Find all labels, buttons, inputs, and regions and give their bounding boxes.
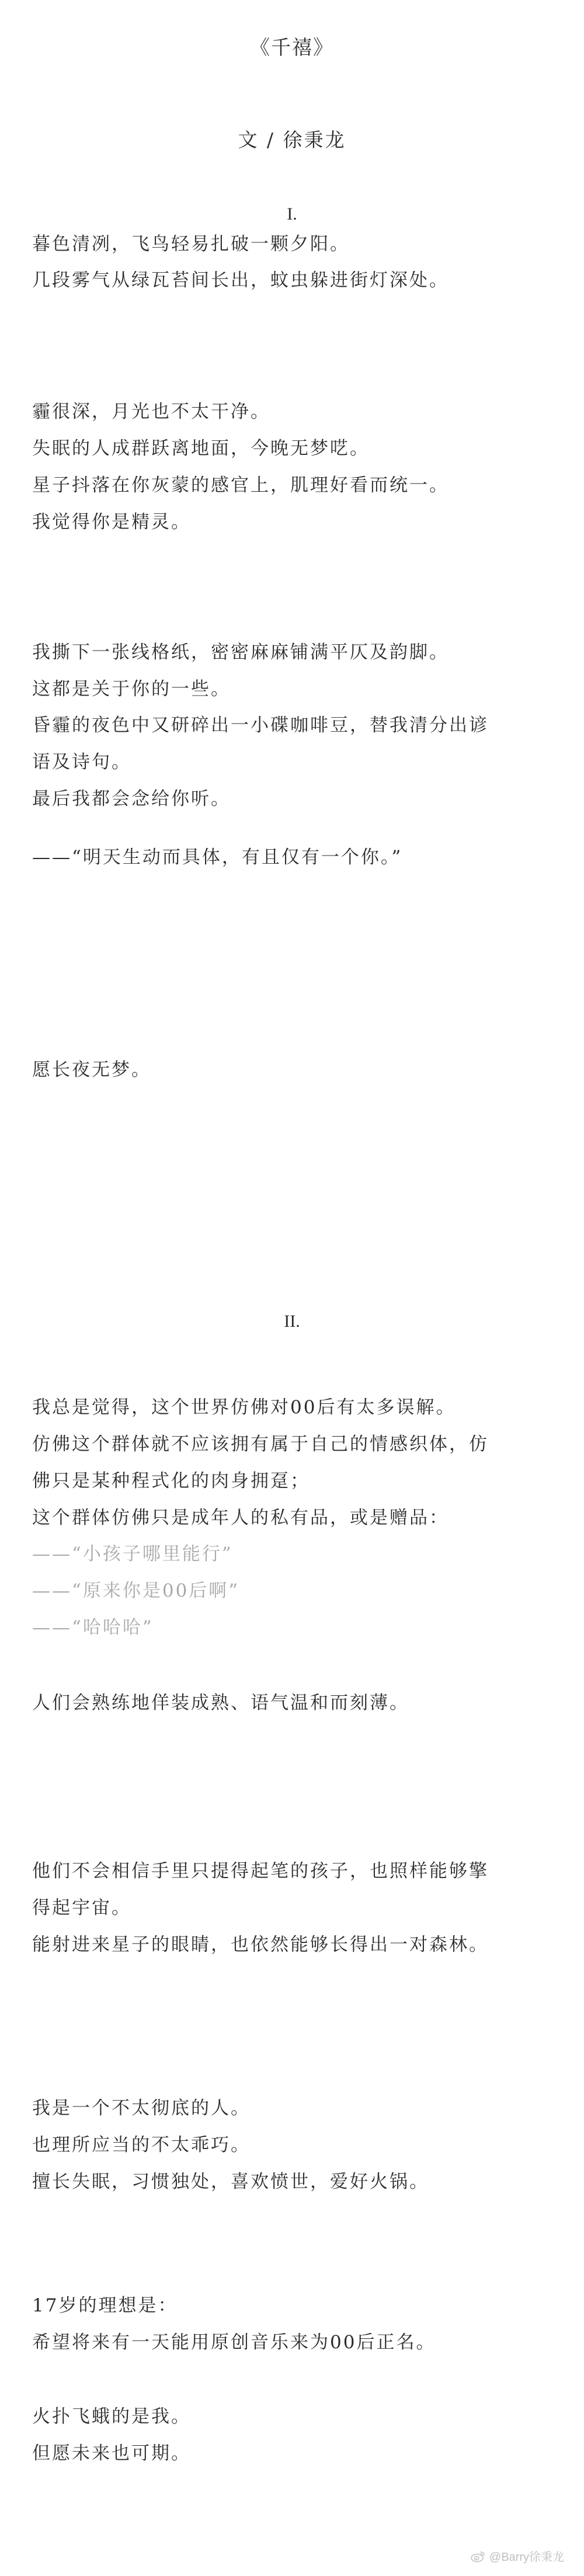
poem-line: 星子抖落在你灰蒙的感官上，肌理好看而统一。: [32, 475, 449, 496]
poem-line: 他们不会相信手里只提得起笔的孩子，也照样能够擎: [32, 1861, 489, 1882]
section-number-2: II.: [284, 1312, 300, 1331]
poem-line: 但愿未来也可期。: [32, 2443, 191, 2464]
poem-line: 这都是关于你的一些。: [32, 679, 231, 700]
poem-line: 我总是觉得，这个世界仿佛对00后有太多误解。: [32, 1397, 456, 1418]
poem-line: 霾很深，月光也不太干净。: [32, 401, 270, 422]
poem-line: 希望将来有一天能用原创音乐来为00后正名。: [32, 2332, 436, 2353]
watermark-text: @Barry徐秉龙: [489, 2551, 564, 2564]
weibo-watermark: [471, 2547, 564, 2564]
poem-title: 《千禧》: [250, 36, 334, 60]
poem-line: 愿长夜无梦。: [32, 1059, 151, 1080]
poem-line: 我撕下一张线格纸，密密麻麻铺满平仄及韵脚。: [32, 642, 449, 663]
poem-line: 暮色清冽，飞鸟轻易扎破一颗夕阳。: [32, 234, 350, 255]
poem-quote-grey: ——“哈哈哈”: [32, 1617, 154, 1638]
poem-line: 这个群体仿佛只是成年人的私有品，或是赠品：: [32, 1507, 449, 1528]
weibo-icon: [471, 2550, 486, 2563]
poem-quote-grey: ——“小孩子哪里能行”: [32, 1543, 233, 1565]
poem-line: 最后我都会念给你听。: [32, 788, 231, 809]
poem-line: 得起宇宙。: [32, 1897, 131, 1918]
poem-line: 昏霾的夜色中又研碎出一小碟咖啡豆，替我清分出谚: [32, 715, 489, 736]
poem-line: 几段雾气从绿瓦苔间长出，蚊虫躲进街灯深处。: [32, 270, 449, 291]
poem-author: 文 / 徐秉龙: [238, 128, 346, 151]
poem-line: 人们会熟练地佯装成熟、语气温和而刻薄。: [32, 1692, 409, 1713]
poem-line: 失眠的人成群跃离地面，今晚无梦呓。: [32, 438, 370, 459]
poem-line: 我觉得你是精灵。: [32, 512, 191, 533]
section-number-1: I.: [287, 204, 297, 224]
poem-quote-grey: ——“原来你是00后啊”: [32, 1580, 240, 1601]
poem-line: 也理所应当的不太乖巧。: [32, 2135, 251, 2156]
poem-line: 仿佛这个群体就不应该拥有属于自己的情感织体，仿: [32, 1434, 489, 1455]
poem-line: 语及诗句。: [32, 752, 131, 773]
poem-quote: ——“明天生动而具体，有且仅有一个你。”: [32, 847, 403, 868]
poem-line: 能射进来星子的眼睛，也依然能够长得出一对森林。: [32, 1934, 489, 1955]
poem-line: 我是一个不太彻底的人。: [32, 2098, 251, 2119]
poem-line: 火扑飞蛾的是我。: [32, 2406, 191, 2427]
poem-line: 佛只是某种程式化的肉身拥趸；: [32, 1470, 310, 1492]
poem-line: 17岁的理想是：: [32, 2295, 178, 2316]
poem-line: 擅长失眠，习惯独处，喜欢愤世，爱好火锅。: [32, 2171, 429, 2192]
